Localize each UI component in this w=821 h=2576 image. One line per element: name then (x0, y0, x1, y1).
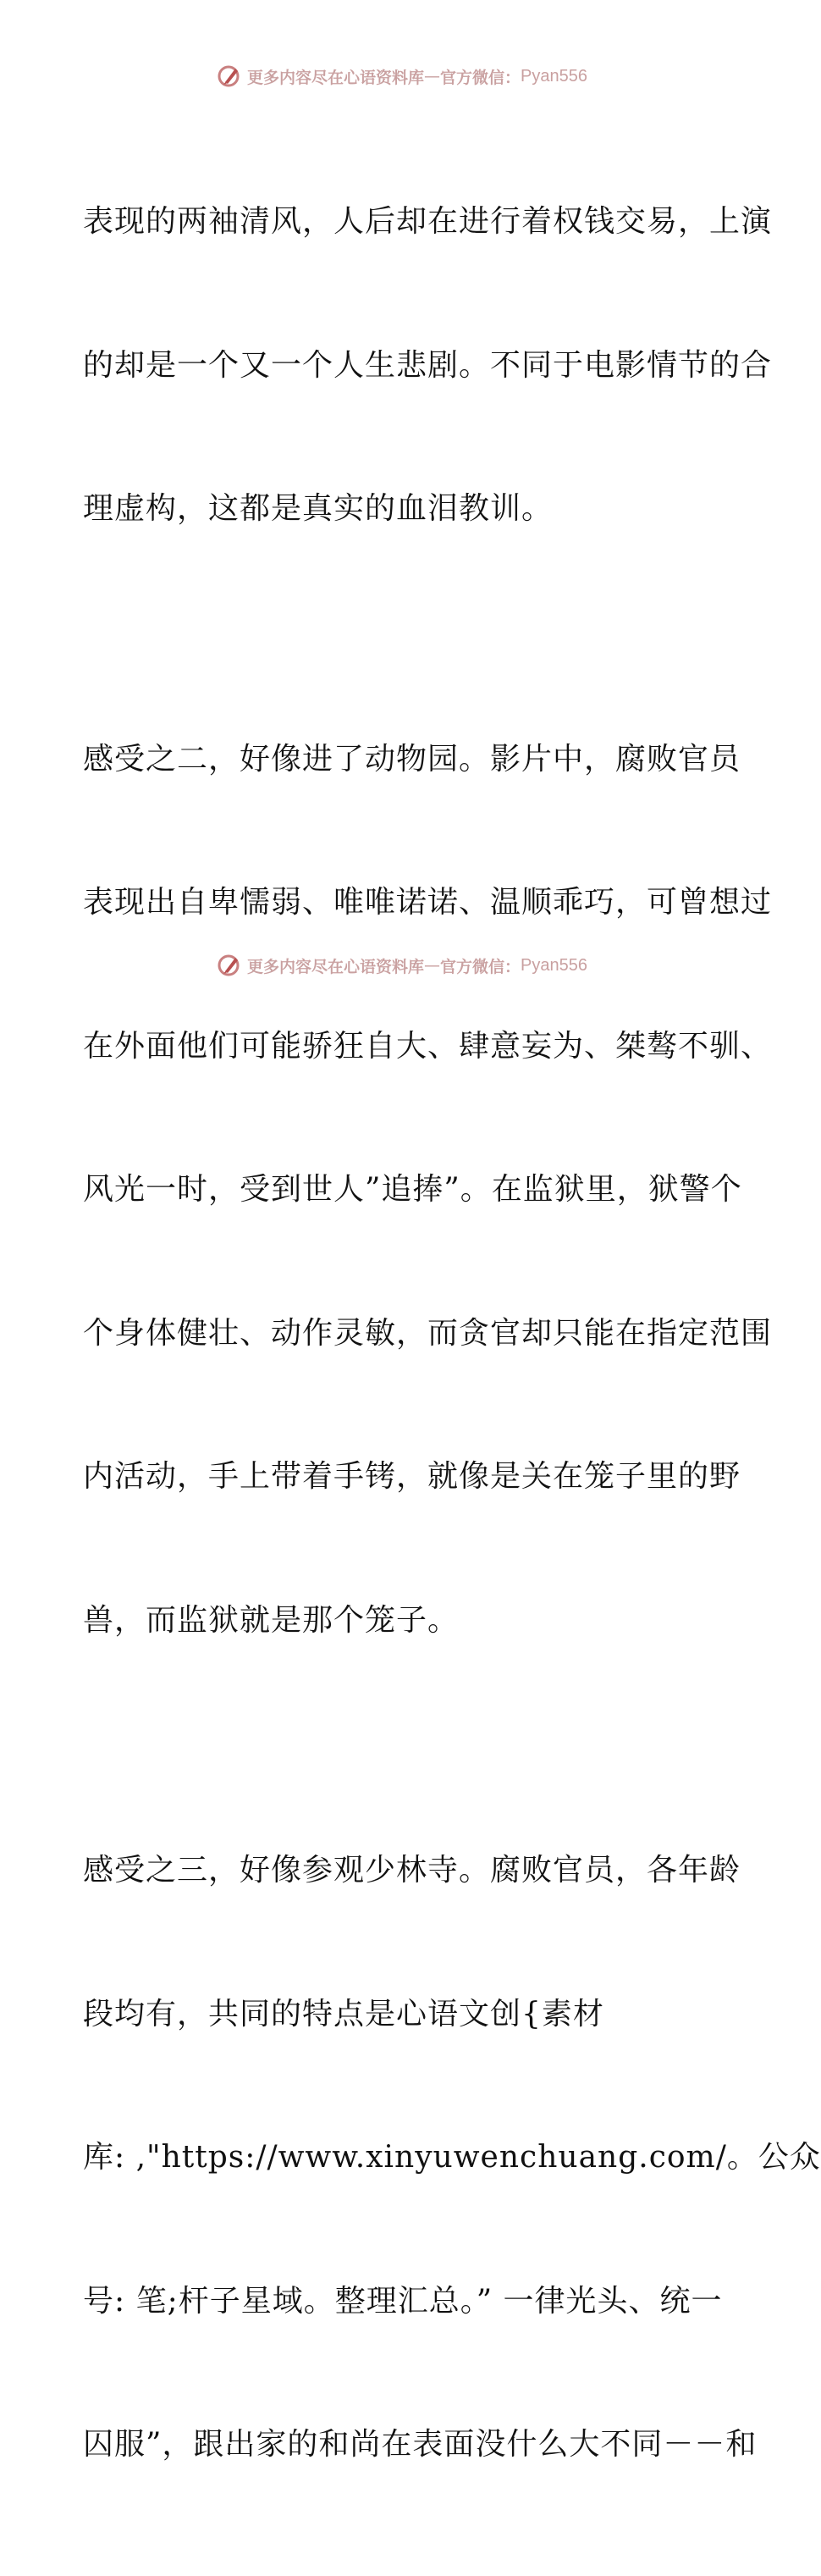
pen-nib-logo-icon (217, 953, 242, 978)
header-separator: — (424, 67, 441, 86)
pen-nib-logo-icon (217, 64, 242, 89)
text-line: 在外面他们可能骄狂自大、肆意妄为、桀骜不驯、 (83, 1028, 773, 1064)
footer-wechat-account: Pyan556 (521, 955, 587, 975)
footer-separator: — (424, 956, 441, 975)
text-line: 感受之三，好像参观少林寺。腐败官员，各年龄 (83, 1853, 741, 1888)
text-line: 理虚构，这都是真实的血泪教训。 (83, 491, 554, 526)
header-watermark (0, 59, 804, 93)
text-line: 号: 笔;杆子星域。整理汇总。” 一律光头、统一 (83, 2283, 723, 2319)
text-line: 表现的两袖清风，人后却在进行着权钱交易，上演 (83, 204, 773, 239)
header-wechat-account: Pyan556 (521, 66, 587, 86)
text-line: 表现出自卑懦弱、唯唯诺诺、温顺乖巧，可曾想过 (83, 885, 773, 920)
text-line: 的却是一个又一个人生悲剧。不同于电影情节的合 (83, 347, 773, 383)
footer-brand-text: 更多内容尽在心语资料库 (247, 957, 425, 976)
text-line: 兽，而监狱就是那个笼子。 (83, 1602, 460, 1638)
text-line: 段均有，共同的特点是心语文创{素材 (83, 1996, 604, 2032)
text-line: 个身体健壮、动作灵敏，而贪官却只能在指定范围 (83, 1315, 773, 1351)
header-wechat-label: 官方微信： (440, 68, 521, 87)
footer-wechat-label: 官方微信： (440, 957, 521, 976)
paragraph-2 (83, 640, 773, 1741)
text-line: 风光一时，受到世人”追捧”。在监狱里，狱警个 (83, 1172, 742, 1207)
paragraph-1 (83, 102, 773, 629)
document-body (83, 102, 821, 2576)
text-line: 囚服”，跟出家的和尚在表面没什么大不同－－和 (83, 2427, 758, 2462)
footer-watermark (0, 948, 804, 982)
header-brand-text: 更多内容尽在心语资料库 (247, 68, 425, 87)
text-line: 感受之二，好像进了动物园。影片中，腐败官员 (83, 741, 741, 777)
paragraph-3 (83, 1751, 821, 2565)
text-line: 内活动，手上带着手铐，就像是关在笼子里的野 (83, 1459, 741, 1494)
text-line: 库: ,"https://www.xinyuwenchuang.com/。公众 (83, 2140, 821, 2175)
